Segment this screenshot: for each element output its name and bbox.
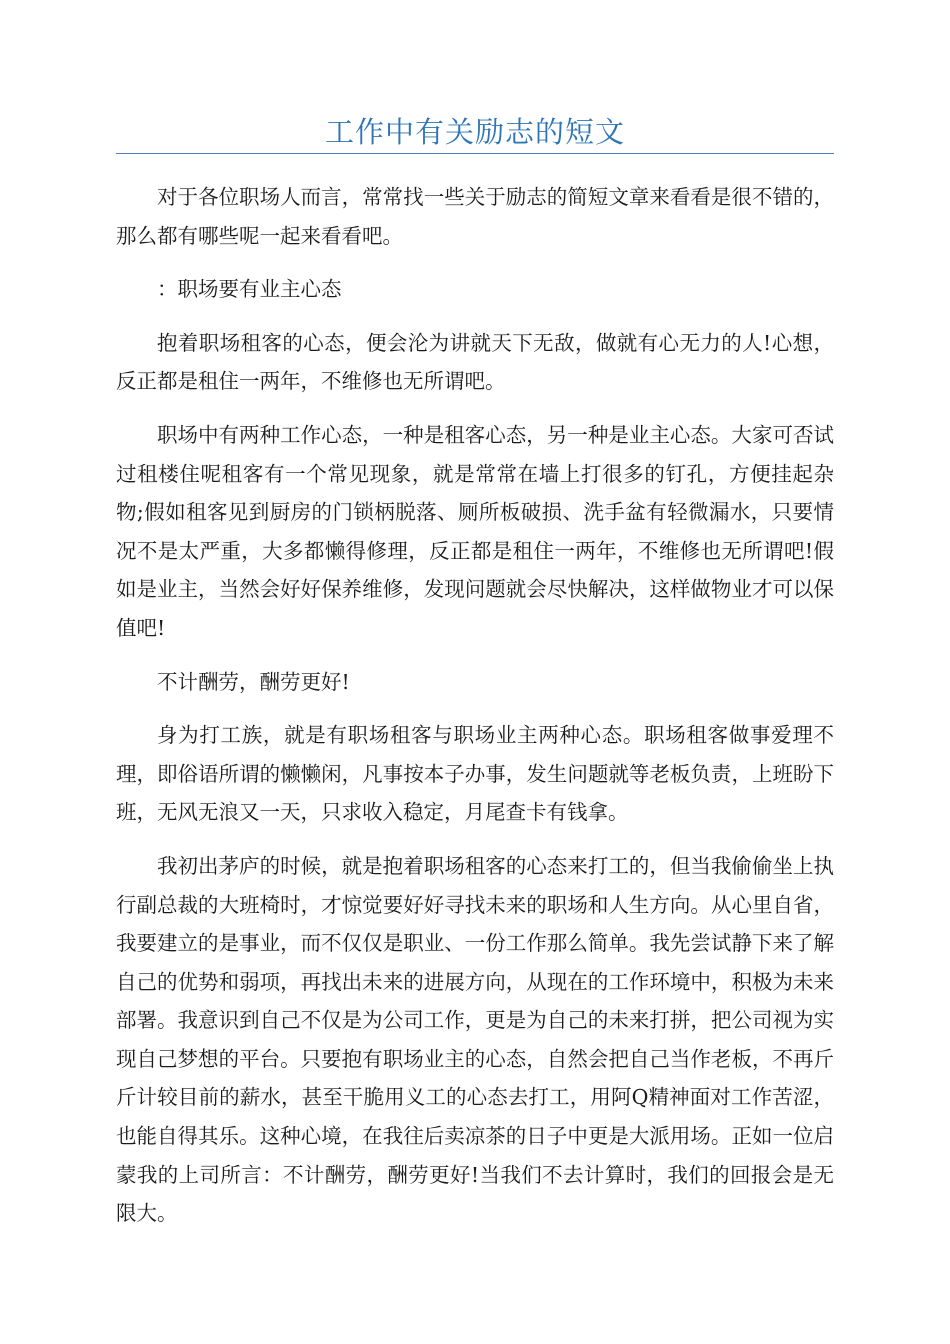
paragraph: 抱着职场租客的心态，便会沦为讲就天下无敌，做就有心无力的人!心想，反正都是租住一两年，不维修也无所谓吧。: [116, 330, 834, 394]
paragraph: 身为打工族，就是有职场租客与职场业主两种心态。职场租客做事爱理不理，即俗语所谓的懒懒闲，凡事按本子办事，发生问题就等老板负责，上班盼下班，无风无浪又一天，只求收入稳定，月尾查卡有钱拿。: [116, 723, 834, 825]
paragraph: 我初出茅庐的时候，就是抱着职场租客的心态来打工的，但当我偷偷坐上执行副总裁的大班椅时，才惊觉要好好寻找未来的职场和人生方向。从心里自省，我要建立的是事业，而不仅仅是职业、一份工作那么简单。我先尝试静下来了解自己的优势和弱项，再找出未来的进展方向，从现在的工作环境中，积极为未来部署。我意识到自己不仅是为公司工作，更是为自己的未来打拼，把公司视为实现自己梦想的平台。只要抱有职场业主的心态，自然会把自己当作老板，不再斤斤计较目前的薪水，甚至干脆用义工的心态去打工，用阿Q精神面对工作苦涩，也能自得其乐。这种心境，在我往后卖凉茶的日子中更是大派用场。正如一位启蒙我的上司所言：不计酬劳，酬劳更好!当我们不去计算时，我们的回报会是无限大。: [116, 853, 834, 1226]
document-body: [116, 178, 834, 1248]
document-title: 工作中有关励志的短文: [324, 115, 625, 149]
paragraph-intro: 对于各位职场人而言，常常找一些关于励志的简短文章来看看是很不错的，那么都有哪些呢一起来看看吧。: [116, 185, 834, 248]
section-heading: 不计酬劳，酬劳更好!: [157, 669, 350, 694]
paragraph: 职场中有两种工作心态，一种是租客心态，另一种是业主心态。大家可否试过租楼住呢租客有一个常见现象，就是常常在墙上打很多的钉孔，方便挂起杂物;假如租客见到厨房的门锁柄脱落、厕所板破损、洗手盆有轻微漏水，只要情况不是太严重，大多都懒得修理，反正都是租住一两年，不维修也无所谓吧!假如是业主，当然会好好保养维修，发现问题就会尽快解决，这样做物业才可以保值吧!: [116, 422, 834, 640]
section-heading: ：职场要有业主心态: [157, 277, 342, 302]
title-underline: [116, 153, 834, 154]
